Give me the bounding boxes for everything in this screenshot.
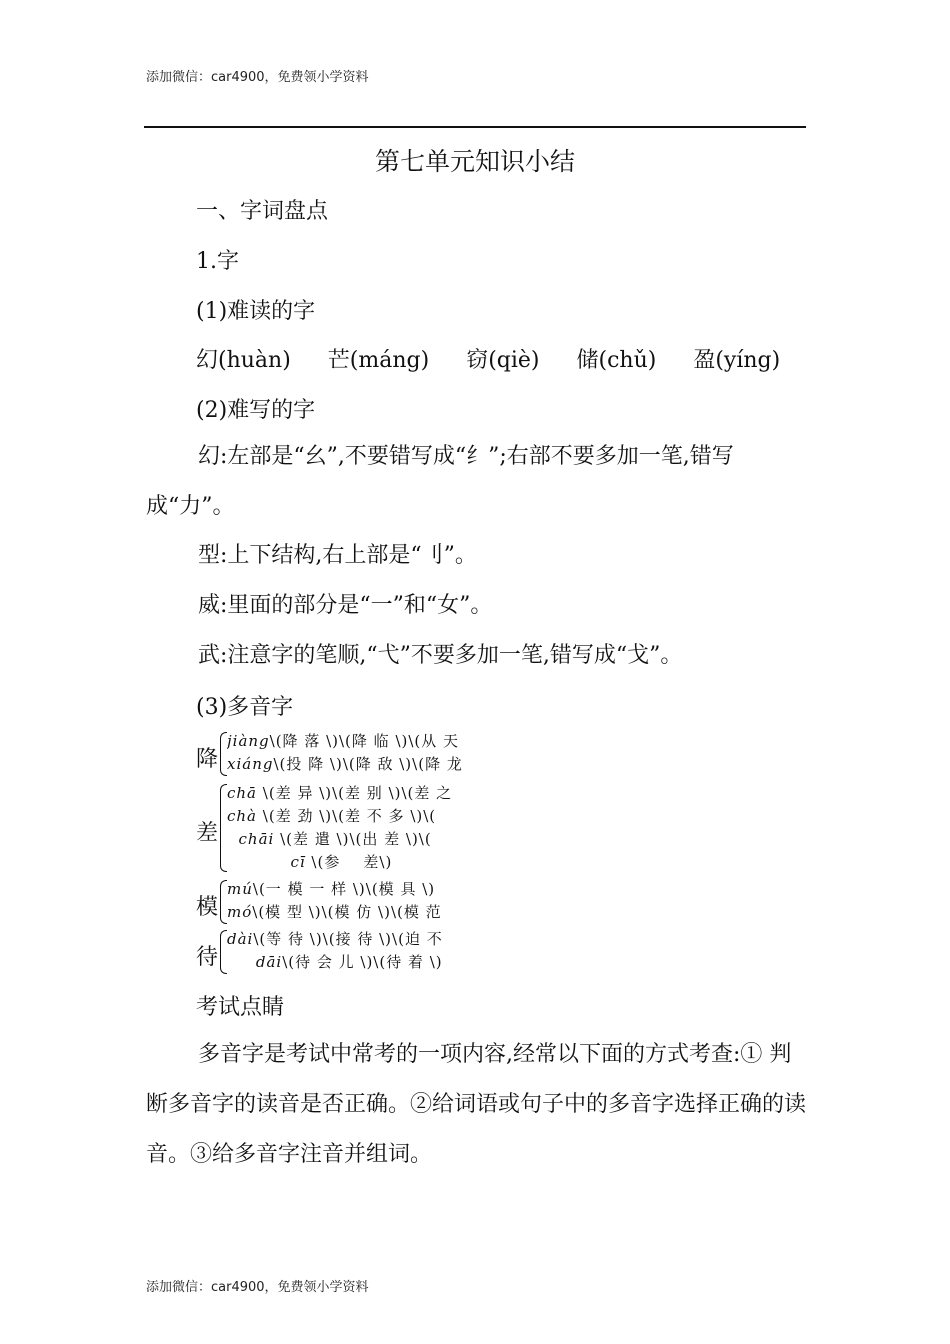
paragraph: 武:注意字的笔顺,“弋”不要多加一笔,错写成“戈”。	[198, 643, 683, 668]
word-list: \(一 模 一 样 \)\(模 具 \)	[252, 880, 436, 898]
word-list: \(等 待 \)\(接 待 \)\(迫 不	[253, 930, 443, 948]
polyphone-rows	[227, 928, 487, 974]
footer-note: 添加微信：car4900，免费领小学资料	[146, 1280, 369, 1295]
polyphone-rows	[227, 782, 487, 874]
pinyin: cī	[227, 853, 306, 871]
pinyin: mú	[227, 880, 253, 898]
list-item: 窃(qiè)	[466, 348, 540, 373]
polyphone-char: 差	[196, 821, 219, 846]
pinyin: chā	[227, 784, 258, 802]
exam-paragraph: 多音字是考试中常考的一项内容,经常以下面的方式考查:① 判断多音字的读音是否正确。②给词语或句子中的多音字选择正确的读音。③给多音字注音并组词。	[146, 1042, 807, 1167]
list-item: 盈(yíng)	[693, 348, 781, 373]
pinyin: xiáng	[227, 755, 274, 773]
pinyin: chà	[227, 807, 258, 825]
pinyin: chāi	[227, 830, 275, 848]
pinyin: mó	[227, 903, 253, 921]
word-list: \(差 劲 \)\(差 不 多 \)\(	[257, 807, 437, 825]
paragraph: 威:里面的部分是“一”和“女”。	[198, 593, 493, 618]
polyphone-char: 待	[196, 945, 219, 970]
word-list: \(差 遣 \)\(出 差 \)\(	[274, 830, 432, 848]
paragraph: 型:上下结构,右上部是“刂”。	[198, 543, 477, 568]
word-list: \(参 差\)	[305, 853, 393, 871]
header-divider	[144, 126, 806, 128]
word-list: \(差 异 \)\(差 别 \)\(差 之	[257, 784, 453, 802]
word-list: \(待 会 儿 \)\(待 着 \)	[282, 953, 443, 971]
header-note: 添加微信：car4900，免费领小学资料	[146, 70, 369, 85]
subsection-heading: 1.字	[196, 249, 239, 274]
list-item: 芒(máng)	[327, 348, 430, 373]
polyphone-char: 降	[196, 747, 219, 772]
polyphone-char: 模	[196, 895, 219, 920]
polyphone-rows	[227, 730, 487, 776]
word-list: \(投 降 \)\(降 敌 \)\(降 龙	[273, 755, 463, 773]
word-list: \(模 型 \)\(模 仿 \)\(模 范	[252, 903, 442, 921]
exam-heading: 考试点睛	[196, 995, 285, 1020]
paragraph: 幻:左部是“幺”,不要错写成“纟”;右部不要多加一笔,错写成“力”。	[146, 444, 734, 519]
brace	[220, 732, 227, 776]
list-item: 幻(huàn)	[196, 348, 291, 373]
word-list: \(降 落 \)\(降 临 \)\(从 天	[269, 732, 460, 750]
polyphone-rows	[227, 878, 487, 924]
hard-write-heading: (2)难写的字	[196, 398, 316, 423]
hard-read-list	[196, 343, 810, 374]
pinyin: dāi	[227, 953, 283, 971]
brace	[220, 784, 227, 872]
list-item: 储(chǔ)	[576, 348, 657, 373]
pinyin: dài	[227, 930, 254, 948]
hard-read-heading: (1)难读的字	[196, 299, 316, 324]
page-title: 第七单元知识小结	[374, 147, 575, 176]
brace	[220, 880, 227, 924]
pinyin: jiàng	[227, 732, 270, 750]
section-heading: 一、字词盘点	[196, 199, 329, 224]
brace	[220, 930, 227, 974]
polyphone-heading: (3)多音字	[196, 695, 294, 720]
